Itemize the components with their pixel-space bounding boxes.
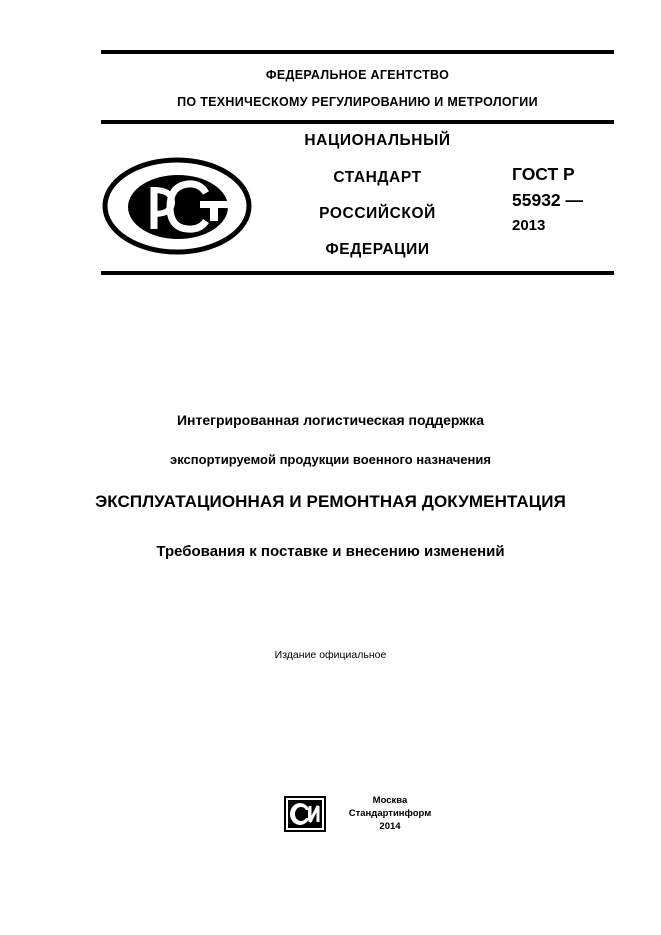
edition-label: Издание официальное [274, 649, 387, 661]
national-line-4: ФЕДЕРАЦИИ [325, 241, 430, 258]
gost-designation-2: 55932 — [512, 190, 584, 210]
gost-r-logo-icon [102, 157, 252, 255]
national-line-3: РОССИЙСКОЙ [319, 205, 436, 222]
title-line-1: Интегрированная логистическая поддержка [176, 412, 484, 428]
document-subtitle: Требования к поставке и внесению изменений [156, 543, 505, 560]
national-line-1: НАЦИОНАЛЬНЫЙ [304, 132, 451, 149]
agency-line-2: ПО ТЕХНИЧЕСКОМУ РЕГУЛИРОВАНИЮ И МЕТРОЛОГИИ [177, 95, 538, 109]
gost-designation-1: ГОСТ Р [512, 164, 575, 184]
gost-designation-3: 2013 [512, 217, 546, 234]
standartinform-logo-icon [284, 796, 326, 832]
publisher-year: 2014 [379, 821, 401, 832]
title-line-2: экспортируемой продукции военного назначения [170, 452, 491, 467]
national-line-2: СТАНДАРТ [333, 169, 422, 186]
publisher-name: Стандартинформ [348, 808, 432, 819]
agency-line-1: ФЕДЕРАЛЬНОЕ АГЕНТСТВО [265, 68, 450, 82]
bottom-rule [101, 271, 614, 275]
document-main-title: ЭКСПЛУАТАЦИОННАЯ И РЕМОНТНАЯ ДОКУМЕНТАЦИЯ [95, 492, 566, 511]
publisher-city: Москва [372, 795, 408, 806]
middle-rule [101, 120, 614, 124]
top-rule [101, 50, 614, 54]
